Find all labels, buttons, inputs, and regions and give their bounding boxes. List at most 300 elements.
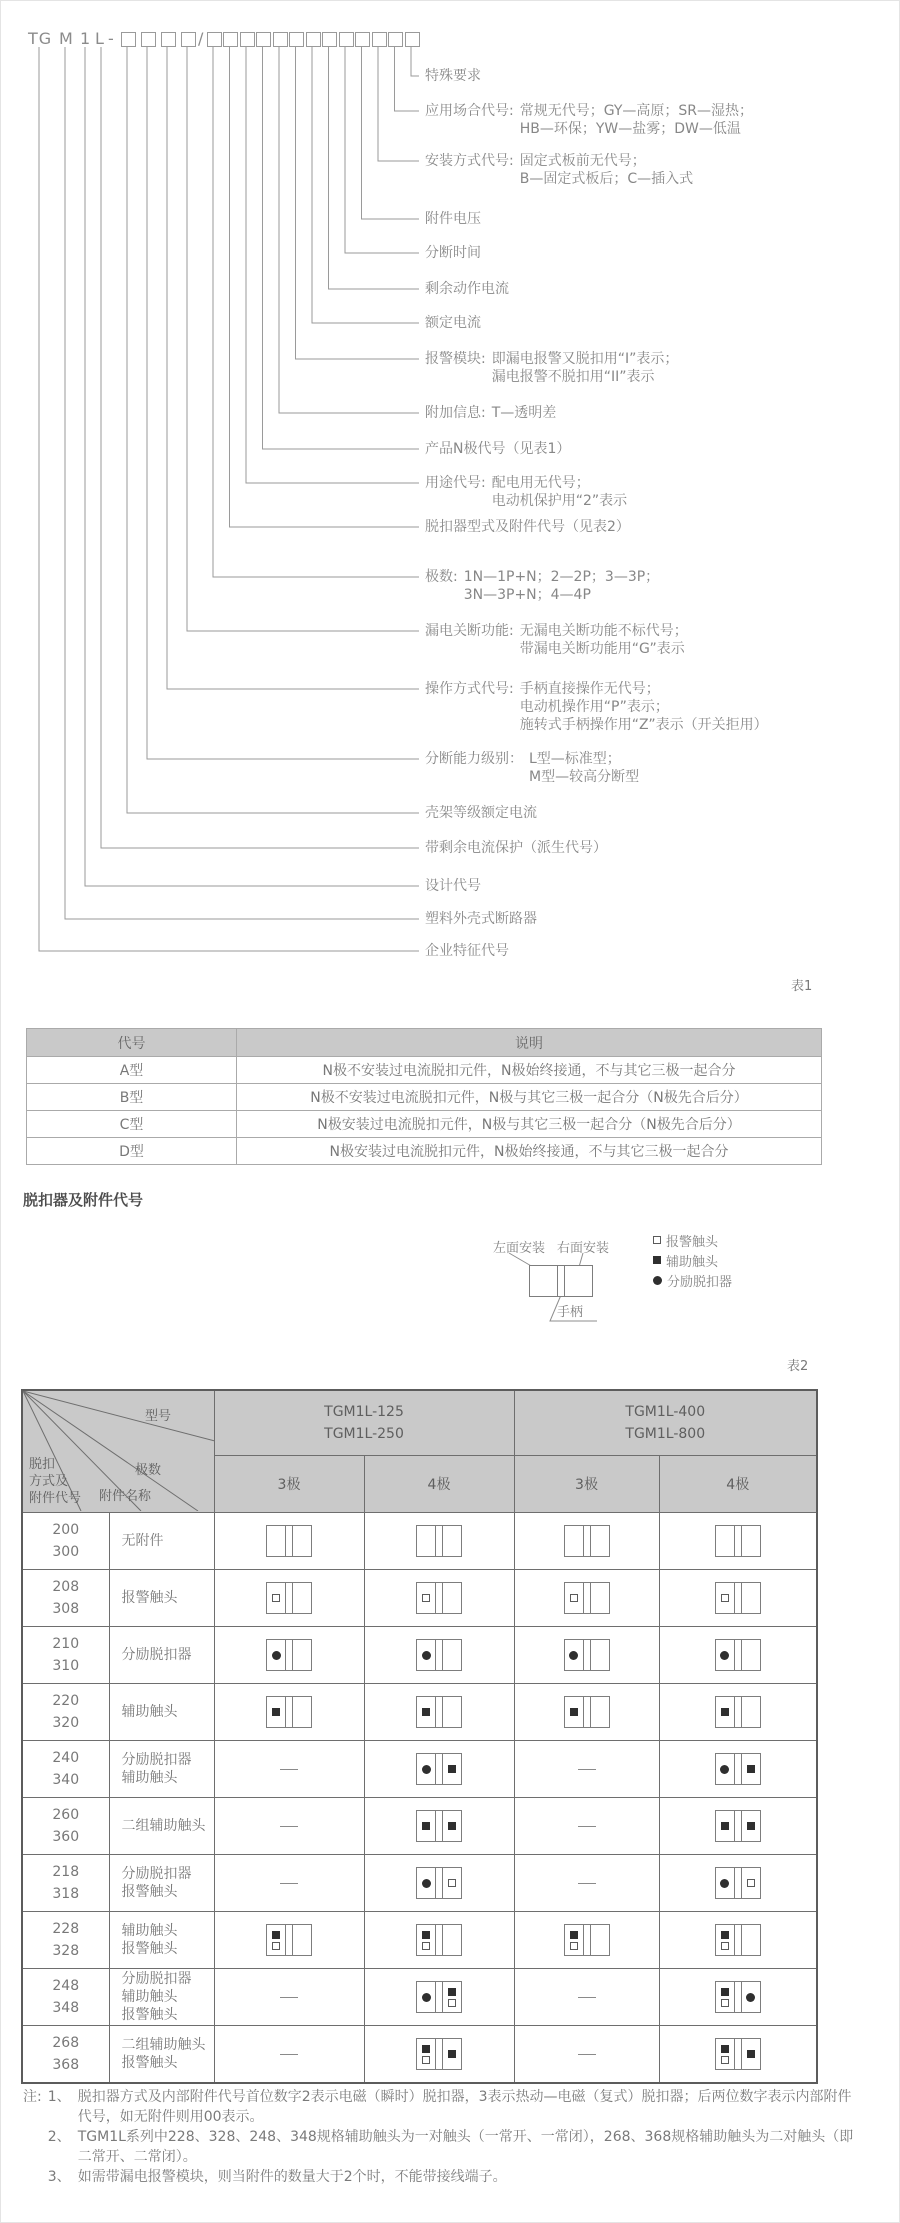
corner-trip-label-line: 附件代号	[29, 1491, 82, 1506]
auxiliary-contact-symbol	[721, 1822, 729, 1830]
note-text: 脱扣器方式及内部附件代号首位数字2表示电磁（瞬时）脱扣器，3表示热动—电磁（复式）脱扣器；后两位数字表示内部附件代号，如无附件则用00表示。	[77, 2089, 852, 2125]
handle-slot	[285, 1526, 293, 1556]
symbol-legend	[653, 1230, 732, 1290]
accessory-icon-cell	[659, 1684, 817, 1741]
accessory-icon-cell	[364, 1513, 514, 1570]
left-mount-slot	[417, 1811, 435, 1841]
trip-code: 348	[52, 2000, 80, 2016]
left-mount-slot	[716, 1526, 734, 1556]
auxiliary-contact-symbol	[570, 1931, 578, 1939]
left-mount-slot	[417, 1583, 435, 1613]
corner-poles-label: 极数	[135, 1463, 162, 1478]
table1-cell: N极不安装过电流脱扣元件，N极始终接通，不与其它三极一起合分	[237, 1057, 822, 1084]
callout-label: 用途代号:	[425, 475, 486, 491]
callout-item	[425, 942, 509, 960]
auxiliary-contact-symbol	[747, 1765, 755, 1773]
breaker-accessory-icon	[564, 1525, 610, 1557]
right-mount-slot	[742, 1868, 760, 1898]
table2-pole-header: 4极	[364, 1456, 514, 1513]
handle-slot	[734, 1811, 742, 1841]
left-mount-label: 左面安装	[493, 1241, 546, 1256]
callout-item	[425, 280, 509, 298]
table1-row	[27, 1111, 822, 1138]
callout-item	[425, 152, 693, 188]
accessory-name-line: 报警触头	[121, 1590, 178, 1606]
accessory-name-line: 分励脱扣器	[121, 1866, 192, 1882]
trip-code: 320	[52, 1715, 80, 1731]
shunt-release-symbol	[746, 1993, 755, 2002]
model-prefix-char: 1	[80, 29, 92, 48]
left-mount-slot	[417, 2039, 435, 2069]
not-available-dash	[578, 1769, 596, 1770]
accessory-name-line: 报警触头	[121, 2055, 178, 2071]
table2-model-group-header	[214, 1390, 514, 1456]
callout-details	[520, 680, 768, 734]
callout-detail-line: 3N—3P+N；4—4P	[463, 587, 591, 603]
model-code-box	[339, 32, 354, 47]
table2-data-row	[22, 1627, 817, 1684]
auxiliary-contact-symbol	[422, 2045, 430, 2053]
callout-details	[520, 102, 753, 138]
callout-label: 操作方式代号:	[425, 681, 514, 697]
trip-code: 328	[52, 1943, 80, 1959]
callout-item	[425, 102, 753, 138]
callout-details	[492, 350, 679, 386]
legend-label: 报警触头	[666, 1234, 719, 1250]
auxiliary-contact-symbol	[272, 1708, 280, 1716]
handle-slot	[734, 1583, 742, 1613]
handle-slot	[435, 1697, 443, 1727]
right-mount-slot	[591, 1697, 609, 1727]
handle-slot	[583, 1526, 591, 1556]
not-available-dash	[578, 1997, 596, 1998]
table1-cell: C型	[27, 1111, 237, 1138]
alarm-contact-symbol	[422, 2056, 430, 2064]
breaker-accessory-icon	[715, 1753, 761, 1785]
trip-code: 248	[52, 1978, 80, 1994]
right-mount-slot	[742, 1640, 760, 1670]
callout-label: 应用场合代号:	[425, 103, 514, 119]
callout-detail-line: 即漏电报警又脱扣用“I”表示；	[491, 351, 679, 367]
callout-detail-line: M型—较高分断型	[529, 769, 640, 785]
alarm-contact-symbol	[272, 1942, 280, 1950]
trip-code-cell	[22, 1969, 109, 2026]
accessory-name-line: 报警触头	[121, 2007, 178, 2023]
left-mount-slot	[417, 1526, 435, 1556]
callout-label: 极数:	[425, 569, 458, 585]
model-code-box	[207, 32, 222, 47]
handle-slot	[435, 1925, 443, 1955]
table1-header-row	[27, 1029, 822, 1057]
shunt-release-symbol	[272, 1651, 281, 1660]
callout-detail-line: 常规无代号；GY—高原；SR—湿热；	[519, 103, 754, 119]
note-item	[48, 2127, 860, 2167]
accessory-icon-cell	[514, 1570, 659, 1627]
model-name-line: TGM1L-400	[625, 1404, 706, 1420]
model-slash-separator: /	[198, 29, 205, 48]
corner-model-label: 型号	[145, 1409, 172, 1424]
callout-label: 企业特征代号	[425, 943, 509, 959]
note-text: 如需带漏电报警模块，则当附件的数量大于2个时，不能带接线端子。	[77, 2169, 507, 2185]
accessory-icon-cell	[364, 2026, 514, 2084]
model-code-box	[240, 32, 255, 47]
model-code-box	[256, 32, 271, 47]
table2-data-row	[22, 1969, 817, 2026]
accessory-name-line: 分励脱扣器	[121, 1647, 192, 1663]
accessory-section-title: 脱扣器及附件代号	[23, 1191, 144, 1209]
breaker-accessory-icon	[416, 1582, 462, 1614]
trip-code-cell	[22, 1513, 109, 1570]
model-name-line: TGM1L-250	[324, 1426, 404, 1442]
right-mount-slot	[742, 1526, 760, 1556]
model-code-box	[121, 32, 136, 47]
alarm-contact-symbol	[747, 1879, 755, 1887]
auxiliary-contact-symbol	[448, 1988, 456, 1996]
callout-item	[425, 314, 481, 332]
accessory-name-line: 二组辅助触头	[121, 1818, 206, 1834]
breaker-accessory-icon	[715, 1810, 761, 1842]
callout-label: 带剩余电流保护（派生代号）	[425, 840, 607, 856]
handle-slot	[285, 1925, 293, 1955]
callout-details	[464, 568, 659, 604]
handle-slot	[435, 1526, 443, 1556]
trip-code: 310	[52, 1658, 80, 1674]
accessory-icon-cell	[659, 1855, 817, 1912]
table2-pole-header: 4极	[659, 1456, 817, 1513]
breaker-accessory-icon	[715, 2038, 761, 2070]
auxiliary-contact-symbol	[570, 1708, 578, 1716]
corner-trip-label-line: 脱扣	[29, 1457, 56, 1472]
callout-label: 报警模块:	[425, 351, 486, 367]
accessory-name-line: 辅助触头	[121, 1923, 178, 1939]
right-mount-slot	[742, 1754, 760, 1784]
accessory-configuration-table	[21, 1389, 818, 2084]
trip-code-cell	[22, 1684, 109, 1741]
accessory-icon-cell	[364, 1969, 514, 2026]
accessory-icon-cell	[214, 2026, 364, 2084]
breaker-mounting-diagram	[529, 1265, 593, 1297]
handle-slot	[583, 1640, 591, 1670]
model-dash-separator: -	[108, 29, 115, 48]
table1-row	[27, 1138, 822, 1165]
callout-detail-line: 配电用无代号；	[491, 475, 590, 491]
callout-item	[425, 210, 481, 228]
auxiliary-contact-symbol	[448, 2050, 456, 2058]
accessory-icon-cell	[364, 1741, 514, 1798]
shunt-release-symbol	[422, 1651, 431, 1660]
breaker-accessory-icon	[564, 1696, 610, 1728]
table1-cell: A型	[27, 1057, 237, 1084]
table2-data-row	[22, 1684, 817, 1741]
legend-item	[653, 1250, 732, 1270]
right-mount-slot	[443, 1811, 461, 1841]
model-prefix-char: TG	[28, 29, 53, 48]
callout-label: 剩余动作电流	[425, 281, 509, 297]
model-code-box	[322, 32, 337, 47]
accessory-name-line: 报警触头	[121, 1941, 178, 1957]
not-available-dash	[280, 1883, 298, 1884]
shunt-release-symbol	[720, 1765, 729, 1774]
table1-tag: 表1	[791, 979, 813, 994]
model-name-line: TGM1L-125	[324, 1404, 404, 1420]
auxiliary-contact-symbol	[422, 1822, 430, 1830]
table2-header-row-models	[22, 1390, 817, 1456]
trip-code: 318	[52, 1886, 80, 1902]
left-mount-slot	[716, 1811, 734, 1841]
model-code-box	[306, 32, 321, 47]
shunt-release-symbol	[569, 1651, 578, 1660]
left-mount-slot	[716, 1640, 734, 1670]
callout-label: 塑料外壳式断路器	[425, 911, 537, 927]
callout-detail-line: 电动机操作用“P”表示；	[519, 699, 669, 715]
table1-column-header: 说明	[237, 1029, 822, 1057]
note-number: 1、	[47, 2089, 71, 2105]
table1-column-header: 代号	[27, 1029, 237, 1057]
auxiliary-contact-symbol	[721, 2045, 729, 2053]
auxiliary-contact-symbol	[422, 1931, 430, 1939]
table1-cell: N极安装过电流脱扣元件，N极始终接通，不与其它三极一起合分	[237, 1138, 822, 1165]
not-available-dash	[578, 2054, 596, 2055]
trip-code: 260	[52, 1807, 80, 1823]
callout-item	[425, 67, 481, 85]
accessory-icon-cell	[214, 1741, 364, 1798]
right-mount-slot	[742, 2039, 760, 2069]
accessory-icon-cell	[214, 1513, 364, 1570]
callout-item	[425, 622, 688, 658]
trip-code: 220	[52, 1693, 80, 1709]
shunt-release-symbol	[422, 1879, 431, 1888]
accessory-icon-cell	[514, 1912, 659, 1969]
callout-item	[425, 518, 630, 536]
callout-detail-line: 电动机保护用“2”表示	[491, 493, 628, 509]
accessory-icon-cell	[659, 1513, 817, 1570]
right-mount-slot	[742, 1697, 760, 1727]
note-list	[48, 2087, 860, 2187]
auxiliary-contact-symbol	[721, 1931, 729, 1939]
auxiliary-contact-symbol	[272, 1931, 280, 1939]
trip-code: 200	[52, 1522, 80, 1538]
trip-code-cell	[22, 1741, 109, 1798]
corner-accessory-label: 附件名称	[99, 1489, 152, 1504]
right-mount-slot	[293, 1697, 311, 1727]
accessory-icon-cell	[364, 1570, 514, 1627]
model-prefix-char: M	[59, 29, 74, 48]
right-mount-slot	[293, 1526, 311, 1556]
left-mount-slot	[267, 1583, 285, 1613]
trip-code: 308	[52, 1601, 80, 1617]
accessory-icon-cell	[514, 1855, 659, 1912]
handle-slot	[285, 1640, 293, 1670]
callout-item	[425, 910, 537, 928]
callout-detail-line: 无漏电关断功能不标代号；	[519, 623, 688, 639]
handle-slot	[734, 1754, 742, 1784]
legend-item	[653, 1230, 732, 1250]
left-mount-slot	[565, 1697, 583, 1727]
alarm-contact-symbol	[272, 1594, 280, 1602]
not-available-dash	[280, 1769, 298, 1770]
table1-cell: D型	[27, 1138, 237, 1165]
model-name-line: TGM1L-800	[625, 1426, 706, 1442]
breaker-accessory-icon	[266, 1582, 312, 1614]
handle-slot	[285, 1583, 293, 1613]
accessory-icon-cell	[659, 1912, 817, 1969]
note-text: TGM1L系列中228、328、248、348规格辅助触头为一对触头（一常开、一常闭），268、368规格辅助触头为二对触头（即二常开、二常闭）。	[77, 2129, 854, 2165]
callout-details	[520, 152, 693, 188]
shunt-release-symbol	[720, 1879, 729, 1888]
auxiliary-contact-symbol	[721, 1988, 729, 1996]
right-mount-slot	[591, 1925, 609, 1955]
accessory-icon-cell	[364, 1855, 514, 1912]
model-code-box	[161, 32, 176, 47]
accessory-name-line: 分励脱扣器	[121, 1971, 192, 1987]
right-mount-label: 右面安装	[557, 1241, 610, 1256]
callout-detail-line: T—透明差	[491, 405, 557, 421]
model-code-box	[405, 32, 420, 47]
breaker-accessory-icon	[715, 1924, 761, 1956]
callout-details	[492, 404, 557, 422]
table2-tag: 表2	[787, 1359, 809, 1374]
accessory-name-line: 报警触头	[121, 1884, 178, 1900]
not-available-dash	[280, 1997, 298, 1998]
table1-cell: B型	[27, 1084, 237, 1111]
accessory-icon-cell	[514, 2026, 659, 2084]
handle-slot	[557, 1266, 565, 1296]
trip-code: 228	[52, 1921, 80, 1937]
accessory-icon-cell	[214, 1855, 364, 1912]
table2-data-row	[22, 1798, 817, 1855]
right-mount-slot	[742, 1583, 760, 1613]
accessory-icon-cell	[514, 1627, 659, 1684]
handle-slot	[734, 1982, 742, 2012]
trip-code-cell	[22, 1570, 109, 1627]
model-code-box	[388, 32, 403, 47]
table2-pole-header: 3极	[214, 1456, 364, 1513]
n-pole-code-table	[26, 1028, 822, 1165]
handle-slot	[583, 1925, 591, 1955]
table2-data-row	[22, 1570, 817, 1627]
breaker-accessory-icon	[416, 2038, 462, 2070]
trip-code: 368	[52, 2057, 80, 2073]
callout-label: 附加信息:	[425, 405, 486, 421]
callout-details	[492, 474, 627, 510]
callout-item	[425, 568, 659, 604]
left-mount-slot	[267, 1526, 285, 1556]
right-mount-slot	[591, 1640, 609, 1670]
callout-item	[425, 750, 639, 786]
left-mount-slot	[716, 1982, 734, 2012]
callout-label: 壳架等级额定电流	[425, 805, 537, 821]
model-code-box	[181, 32, 196, 47]
trip-code-cell	[22, 1627, 109, 1684]
callout-label: 特殊要求	[425, 68, 481, 84]
accessory-name-cell	[109, 1912, 214, 1969]
model-code-box	[273, 32, 288, 47]
trip-code: 340	[52, 1772, 80, 1788]
model-code-box	[289, 32, 304, 47]
left-mount-slot	[716, 1925, 734, 1955]
left-mount-slot	[417, 1754, 435, 1784]
callout-item	[425, 804, 537, 822]
note-number: 2、	[47, 2129, 71, 2145]
breaker-accessory-icon	[416, 1639, 462, 1671]
alarm-contact-symbol	[570, 1942, 578, 1950]
handle-slot	[285, 1697, 293, 1727]
alarm-contact-symbol	[570, 1594, 578, 1602]
trip-code: 218	[52, 1864, 80, 1880]
right-mount-slot	[742, 1925, 760, 1955]
callout-detail-line: 固定式板前无代号；	[519, 153, 646, 169]
model-code-box	[355, 32, 370, 47]
left-mount-slot	[417, 1697, 435, 1727]
callout-item	[425, 680, 768, 734]
breaker-accessory-icon	[266, 1924, 312, 1956]
trip-code-cell	[22, 2026, 109, 2084]
breaker-accessory-icon	[416, 1981, 462, 2013]
table2-data-row	[22, 1912, 817, 1969]
breaker-accessory-icon	[416, 1810, 462, 1842]
breaker-accessory-icon	[416, 1525, 462, 1557]
right-mount-slot	[443, 1526, 461, 1556]
left-mount-slot	[716, 1697, 734, 1727]
left-mount-slot	[565, 1526, 583, 1556]
breaker-accessory-icon	[416, 1753, 462, 1785]
accessory-name-cell	[109, 1855, 214, 1912]
alarm-contact-symbol	[721, 1942, 729, 1950]
right-mount-slot	[565, 1266, 592, 1296]
shunt-release-symbol	[422, 1765, 431, 1774]
accessory-name-line: 辅助触头	[121, 1770, 178, 1786]
table1-row	[27, 1084, 822, 1111]
left-mount-slot	[267, 1640, 285, 1670]
breaker-accessory-icon	[564, 1582, 610, 1614]
callout-item	[425, 350, 678, 386]
accessory-icon-cell	[214, 1684, 364, 1741]
accessory-icon-cell	[659, 1570, 817, 1627]
breaker-accessory-icon	[715, 1525, 761, 1557]
breaker-accessory-icon	[564, 1924, 610, 1956]
note-number: 3、	[47, 2169, 71, 2185]
right-mount-slot	[591, 1583, 609, 1613]
handle-slot	[734, 1925, 742, 1955]
corner-trip-label-line: 方式及	[29, 1474, 69, 1489]
breaker-accessory-icon	[715, 1981, 761, 2013]
note-item	[48, 2167, 860, 2187]
right-mount-slot	[742, 1811, 760, 1841]
handle-slot	[435, 1583, 443, 1613]
callout-detail-line: 手柄直接操作无代号；	[519, 681, 660, 697]
accessory-icon-cell	[514, 1798, 659, 1855]
callout-detail-line: 1N—1P+N；2—2P；3—3P；	[463, 569, 660, 585]
breaker-accessory-icon	[564, 1639, 610, 1671]
right-mount-slot	[443, 2039, 461, 2069]
callout-detail-line: B—固定式板后；C—插入式	[519, 171, 694, 187]
accessory-icon-cell	[514, 1741, 659, 1798]
accessory-icon-cell	[364, 1798, 514, 1855]
handle-slot	[435, 2039, 443, 2069]
breaker-accessory-icon	[715, 1867, 761, 1899]
table2-data-row	[22, 1741, 817, 1798]
handle-label: 手柄	[557, 1305, 584, 1320]
callout-label: 安装方式代号:	[425, 153, 514, 169]
model-prefix-char: L	[95, 29, 105, 48]
trip-code-cell	[22, 1798, 109, 1855]
accessory-icon-cell	[659, 1969, 817, 2026]
left-mount-slot	[267, 1697, 285, 1727]
right-mount-slot	[293, 1583, 311, 1613]
accessory-name-line: 分励脱扣器	[121, 1752, 192, 1768]
trip-code: 240	[52, 1750, 80, 1766]
accessory-icon-cell	[659, 2026, 817, 2084]
